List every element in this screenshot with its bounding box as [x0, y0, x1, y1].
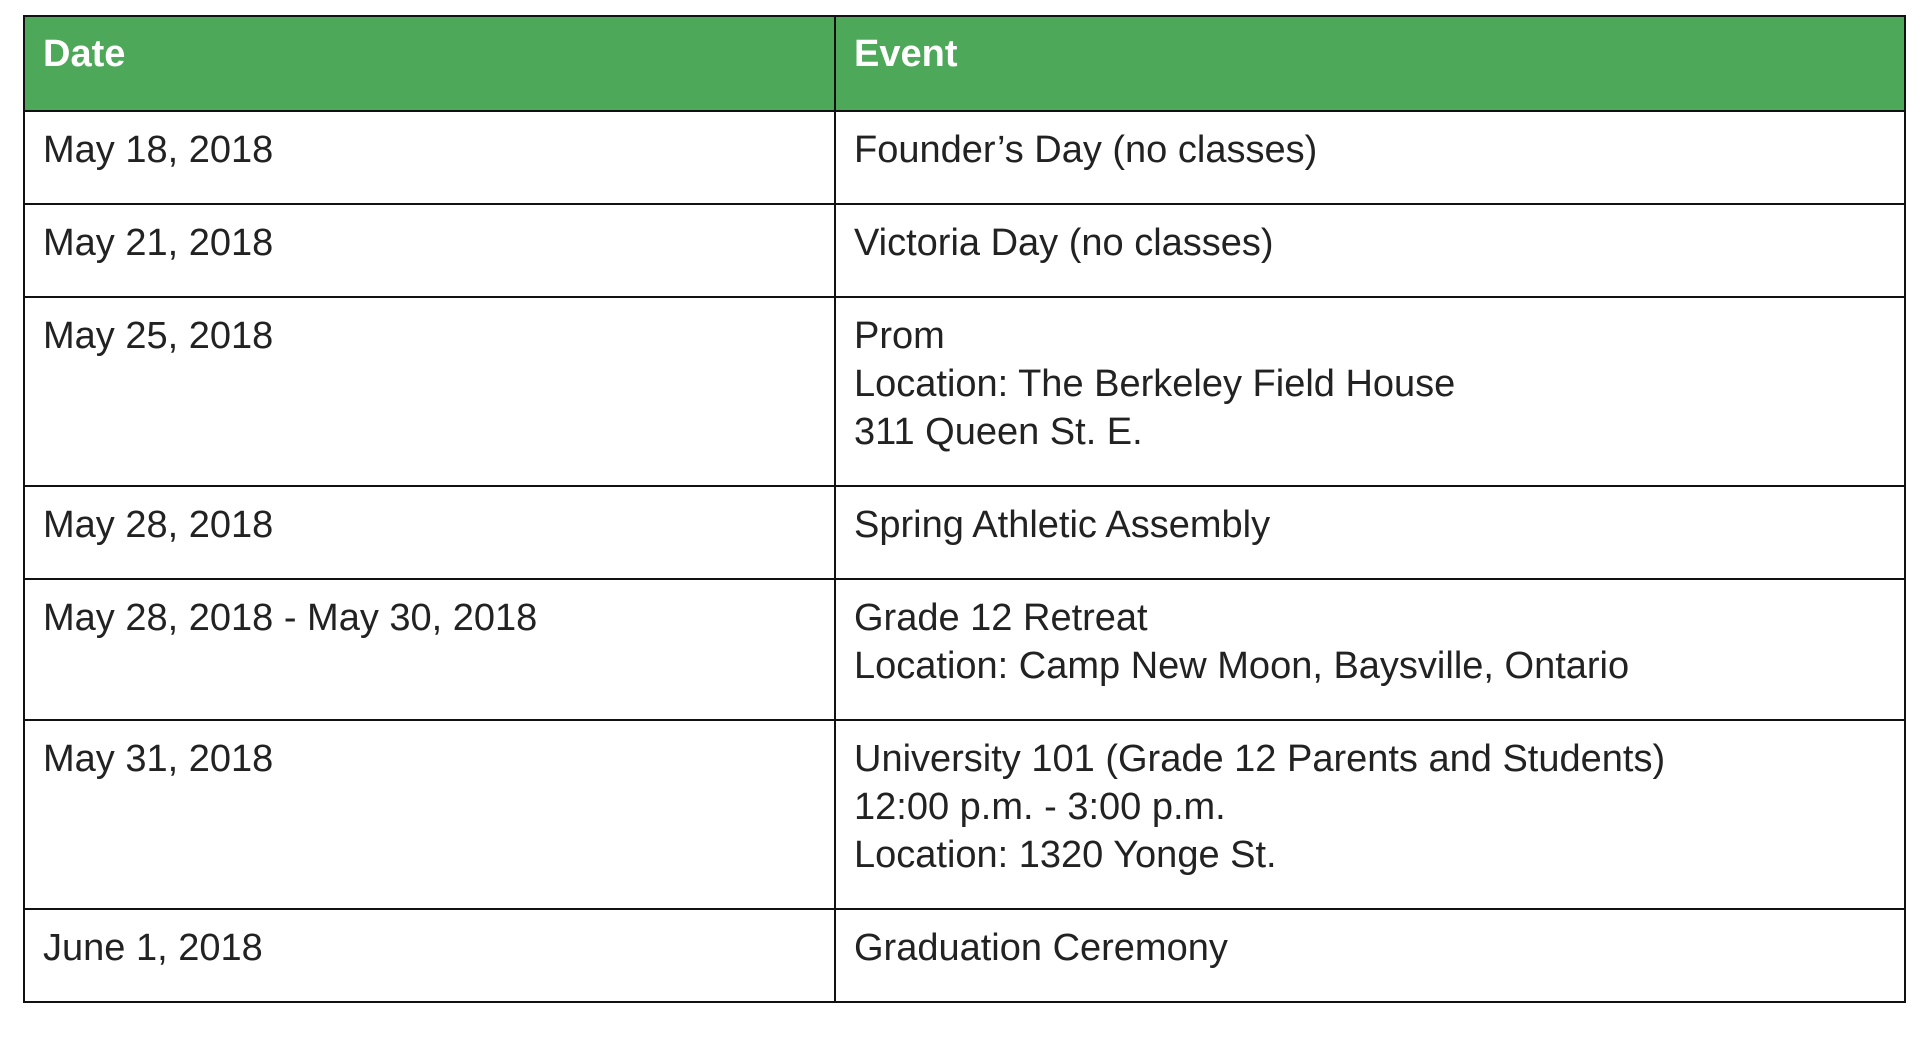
table-row — [24, 720, 1905, 909]
table-row — [24, 486, 1905, 579]
event-cell — [835, 111, 1905, 204]
event-location-line: Location: The Berkeley Field House — [854, 363, 1456, 405]
date-cell: May 28, 2018 - May 30, 2018 — [24, 579, 835, 720]
table-row — [24, 111, 1905, 204]
header-row — [24, 16, 1905, 111]
table-body — [24, 111, 1905, 1002]
event-cell — [835, 204, 1905, 297]
event-line: Prom — [854, 315, 945, 357]
event-cell — [835, 720, 1905, 909]
table-row — [24, 909, 1905, 1002]
event-line: Victoria Day (no classes) — [854, 222, 1274, 264]
event-line: Graduation Ceremony — [854, 927, 1228, 969]
event-line: Founder’s Day (no classes) — [854, 129, 1318, 171]
table-row — [24, 204, 1905, 297]
event-cell — [835, 909, 1905, 1002]
event-cell — [835, 297, 1905, 486]
date-cell: May 21, 2018 — [24, 204, 835, 297]
date-cell: June 1, 2018 — [24, 909, 835, 1002]
date-cell: May 28, 2018 — [24, 486, 835, 579]
table-header — [24, 16, 1905, 111]
event-address-line: 311 Queen St. E. — [854, 411, 1143, 453]
event-column-header: Event — [835, 16, 1905, 111]
event-line: Grade 12 Retreat — [854, 597, 1148, 639]
event-location-line: Location: 1320 Yonge St. — [854, 834, 1277, 876]
date-cell: May 18, 2018 — [24, 111, 835, 204]
event-cell — [835, 579, 1905, 720]
event-location-line: Location: Camp New Moon, Baysville, Ontario — [854, 645, 1630, 687]
event-time-line: 12:00 p.m. - 3:00 p.m. — [854, 786, 1226, 828]
date-cell: May 25, 2018 — [24, 297, 835, 486]
table-row — [24, 297, 1905, 486]
event-cell — [835, 486, 1905, 579]
table-row — [24, 579, 1905, 720]
event-line: University 101 (Grade 12 Parents and Students) — [854, 738, 1666, 780]
date-cell: May 31, 2018 — [24, 720, 835, 909]
date-column-header: Date — [24, 16, 835, 111]
events-table — [23, 15, 1906, 1003]
event-line: Spring Athletic Assembly — [854, 504, 1271, 546]
